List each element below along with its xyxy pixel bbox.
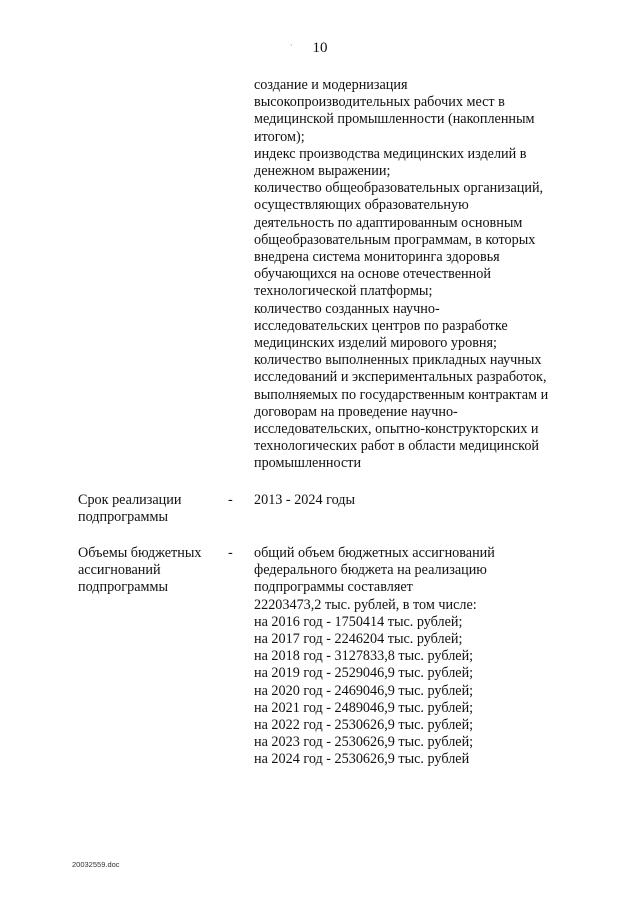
label-line: Объемы бюджетных xyxy=(78,545,202,561)
indicator-line: обучающихся на основе отечественной xyxy=(254,266,491,283)
budget-line: на 2016 год - 1750414 тыс. рублей; xyxy=(254,613,463,630)
budget-line: на 2022 год - 2530626,9 тыс. рублей; xyxy=(254,717,474,734)
term-dash: - xyxy=(228,492,233,508)
indicator-line: деятельность по адаптированным основным xyxy=(254,214,523,231)
indicator-line: количество выполненных прикладных научных xyxy=(254,352,542,369)
budget-line: на 2024 год - 2530626,9 тыс. рублей xyxy=(254,751,470,768)
budget-line: 22203473,2 тыс. рублей, в том числе: xyxy=(254,596,477,613)
indicator-line: технологических работ в области медицинской xyxy=(254,438,540,455)
budget-line: на 2018 год - 3127833,8 тыс. рублей; xyxy=(254,648,474,665)
indicator-line: исследовательских, опытно-конструкторских и xyxy=(254,421,539,438)
budget-line: подпрограммы составляет xyxy=(254,579,413,596)
budget-line: на 2020 год - 2469046,9 тыс. рублей; xyxy=(254,682,474,699)
indicator-line: внедрена система мониторинга здоровья xyxy=(254,249,500,266)
indicator-line: промышленности xyxy=(254,455,362,472)
budget-lines xyxy=(254,545,580,769)
indicators-list xyxy=(254,77,580,473)
budget-label xyxy=(78,545,201,597)
indicator-line: общеобразовательным программам, в которых xyxy=(254,231,536,248)
indicator-line: медицинских изделий мирового уровня; xyxy=(254,335,497,352)
budget-line: на 2017 год - 2246204 тыс. рублей; xyxy=(254,631,463,648)
term-value: 2013 - 2024 годы xyxy=(254,492,356,508)
budget-dash: - xyxy=(228,545,233,561)
indicator-line: количество созданных научно- xyxy=(254,300,440,317)
budget-line: на 2023 год - 2530626,9 тыс. рублей; xyxy=(254,734,474,751)
indicator-line: создание и модернизация xyxy=(254,77,408,93)
label-line: Срок реализации xyxy=(78,492,182,508)
indicator-line: договорам на проведение научно- xyxy=(254,403,458,420)
label-line: подпрограммы xyxy=(78,509,168,526)
indicator-line: медицинской промышленности (накопленным xyxy=(254,111,535,128)
page-number: 10 xyxy=(312,40,328,56)
budget-line: на 2021 год - 2489046,9 тыс. рублей; xyxy=(254,699,474,716)
scan-dot: · xyxy=(290,41,293,50)
term-label xyxy=(78,492,181,526)
indicator-line: выполняемых по государственным контрактам и xyxy=(254,386,549,403)
budget-line: на 2019 год - 2529046,9 тыс. рублей; xyxy=(254,665,474,682)
indicator-line: технологической платформы; xyxy=(254,283,433,300)
indicator-line: индекс производства медицинских изделий в xyxy=(254,145,527,162)
budget-line: общий объем бюджетных ассигнований xyxy=(254,545,495,561)
indicator-line: высокопроизводительных рабочих мест в xyxy=(254,94,505,111)
indicator-line: осуществляющих образовательную xyxy=(254,197,469,214)
label-line: ассигнований xyxy=(78,562,161,579)
budget-line: федерального бюджета на реализацию xyxy=(254,562,487,579)
footer-filename: 20032559.doc xyxy=(72,860,120,869)
label-line: подпрограммы xyxy=(78,579,168,596)
indicator-line: итогом); xyxy=(254,128,305,145)
indicator-line: исследований и экспериментальных разработок, xyxy=(254,369,547,386)
indicator-line: денежном выражении; xyxy=(254,163,391,180)
indicator-line: исследовательских центров по разработке xyxy=(254,317,508,334)
indicator-line: количество общеобразовательных организаций, xyxy=(254,180,544,197)
